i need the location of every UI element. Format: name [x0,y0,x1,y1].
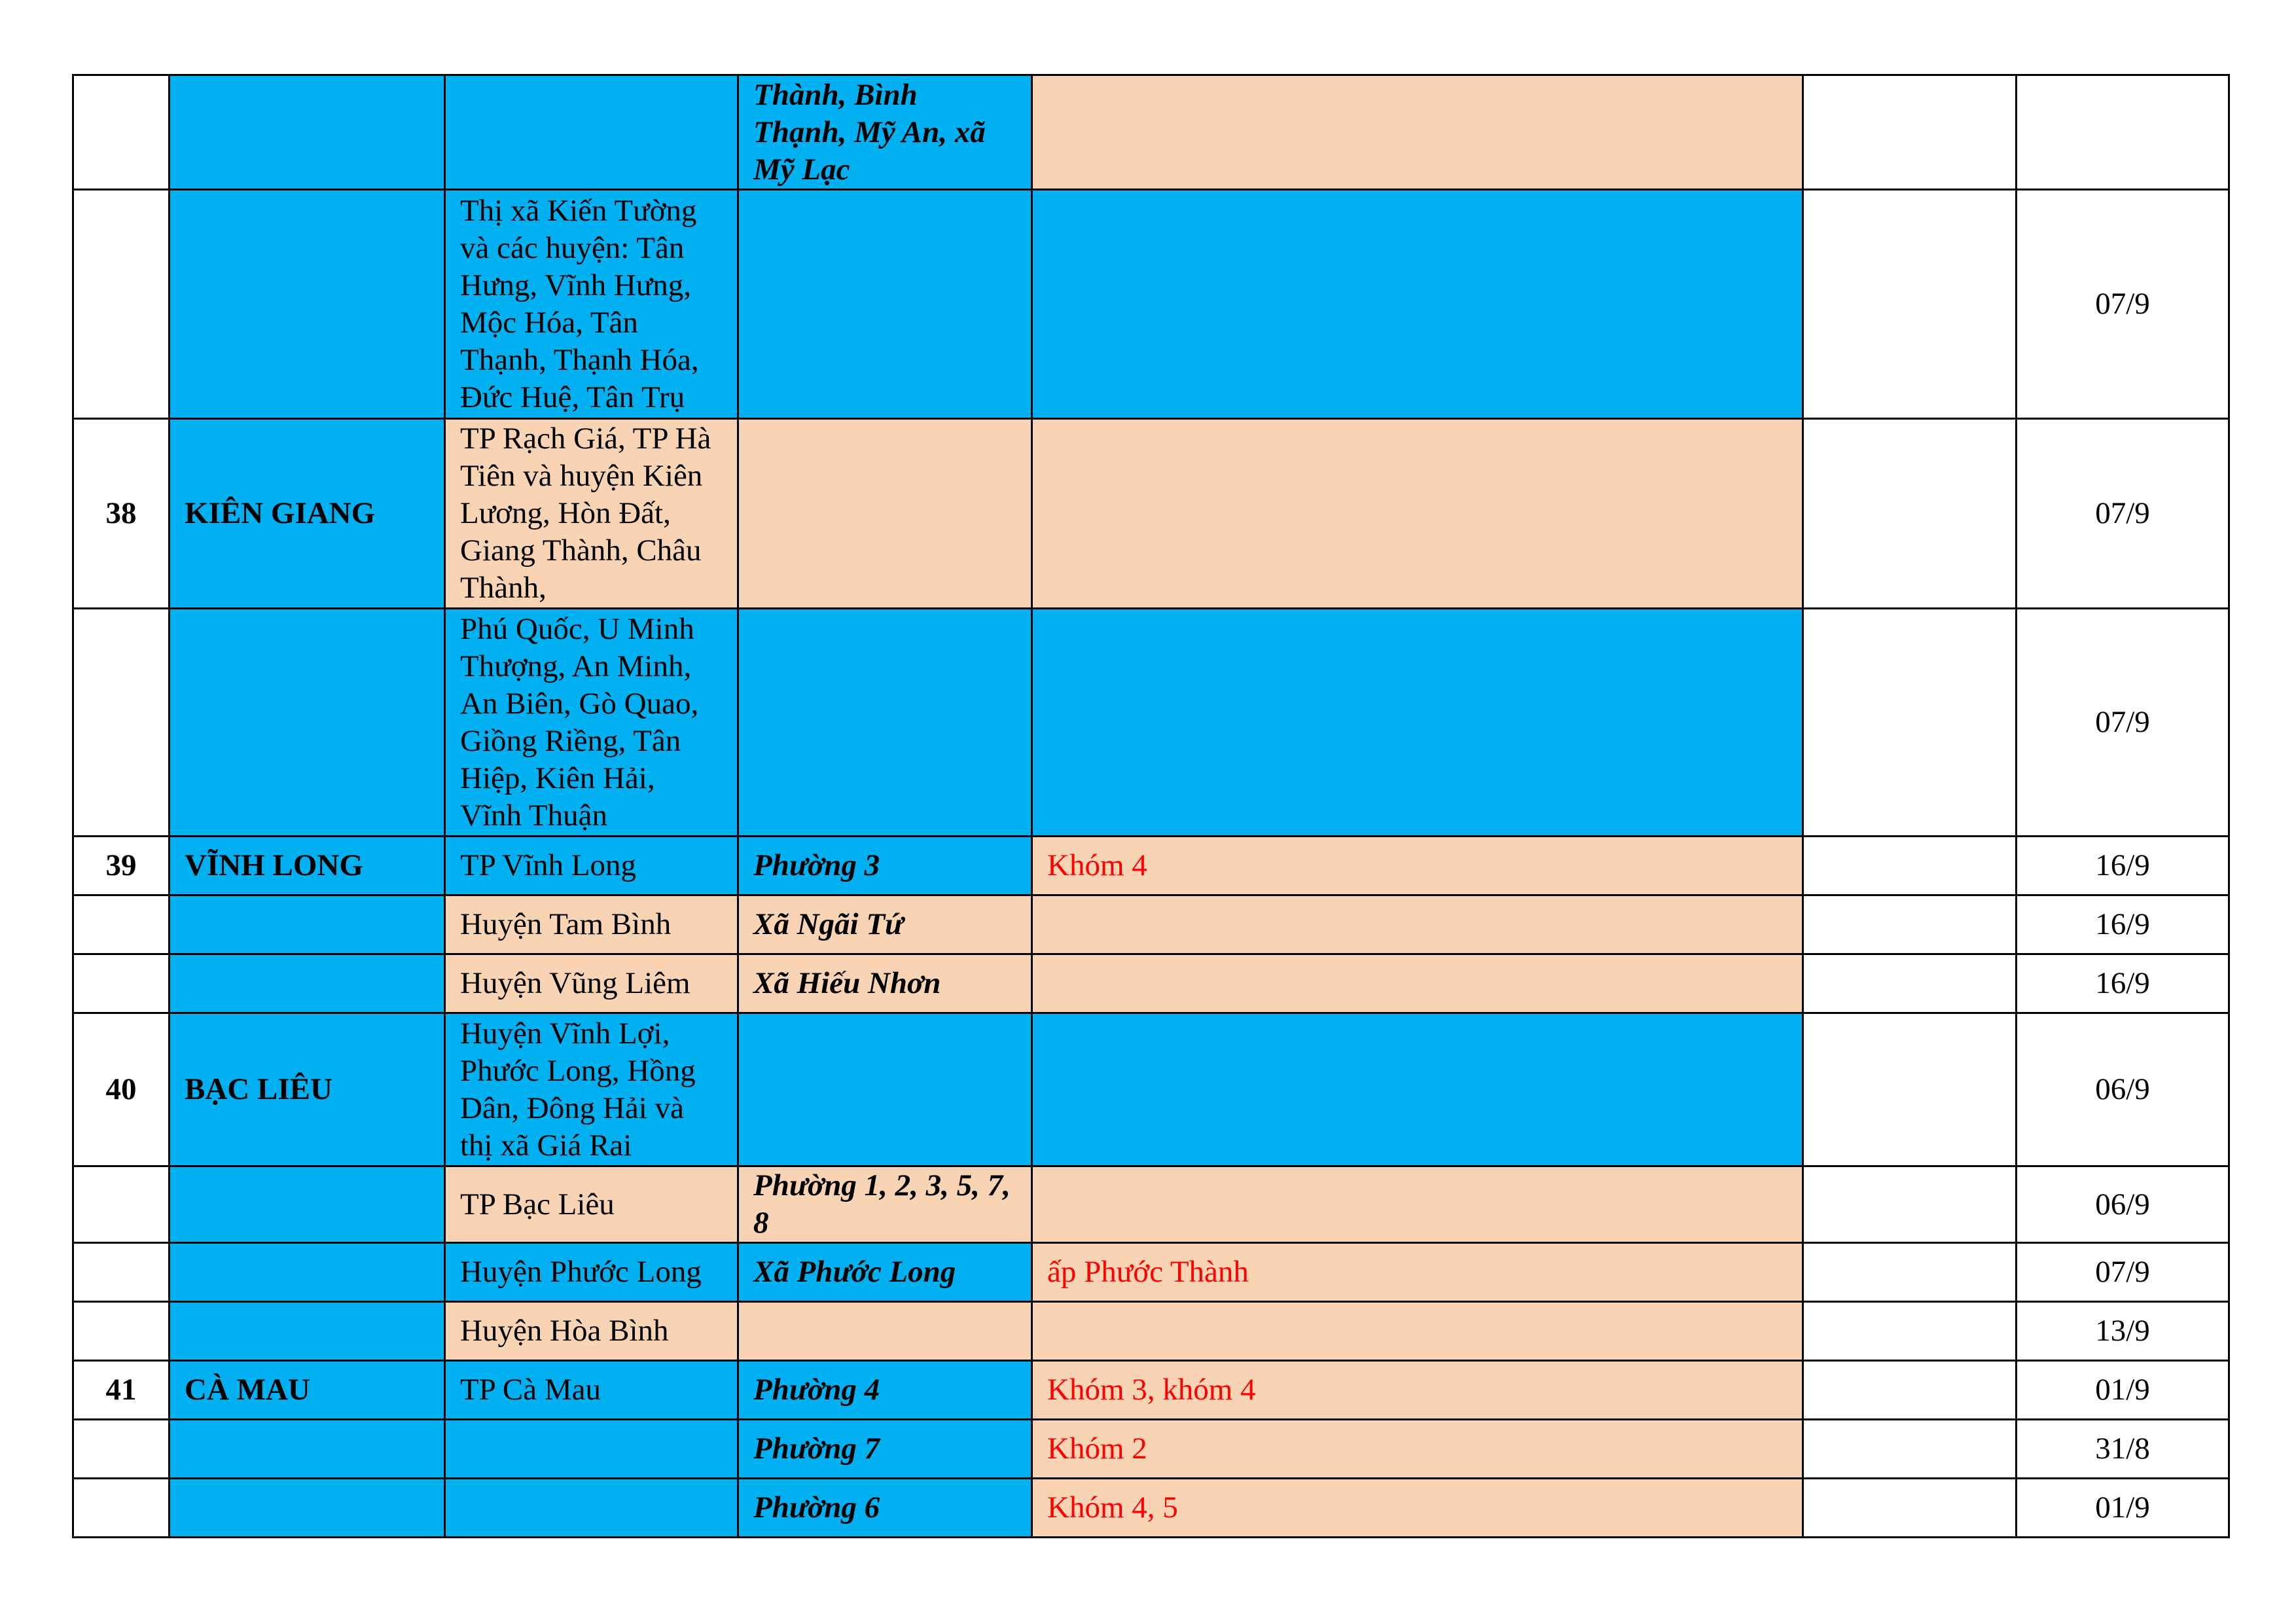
cell-ward: Xã Phước Long [738,1243,1032,1302]
cell-stt: 38 [73,419,170,609]
cell-province: VĨNH LONG [170,837,445,895]
cell-blank [1803,954,2017,1013]
cell-stt [73,1243,170,1302]
table-row [73,1166,2229,1243]
cell-date: 07/9 [2017,1243,2229,1302]
cell-district: Huyện Tam Bình [445,895,738,954]
cell-date: 01/9 [2017,1479,2229,1538]
cell-stt [73,609,170,837]
cell-blank [1803,837,2017,895]
cell-date: 31/8 [2017,1420,2229,1479]
cell-district: TP Cà Mau [445,1361,738,1420]
cell-area [1032,1166,1803,1243]
cell-ward: Phường 1, 2, 3, 5, 7, 8 [738,1166,1032,1243]
cell-province [170,190,445,419]
cell-province [170,1479,445,1538]
cell-stt: 40 [73,1013,170,1166]
cell-area [1032,1013,1803,1166]
cell-ward [738,190,1032,419]
cell-date: 16/9 [2017,895,2229,954]
cell-district [445,1479,738,1538]
table-row [73,954,2229,1013]
cell-area [1032,419,1803,609]
cell-stt: 39 [73,837,170,895]
cell-area [1032,1302,1803,1361]
cell-ward: Xã Ngãi Tứ [738,895,1032,954]
cell-district: Huyện Phước Long [445,1243,738,1302]
cell-area [1032,609,1803,837]
cell-district: TP Vĩnh Long [445,837,738,895]
cell-province: KIÊN GIANG [170,419,445,609]
cell-blank [1803,1302,2017,1361]
cell-ward: Phường 4 [738,1361,1032,1420]
cell-area: Khóm 2 [1032,1420,1803,1479]
cell-ward [738,609,1032,837]
cell-stt [73,954,170,1013]
table-row [73,1479,2229,1538]
cell-date: 16/9 [2017,837,2229,895]
cell-district: TP Bạc Liêu [445,1166,738,1243]
cell-province [170,895,445,954]
cell-district: Thị xã Kiến Tường và các huyện: Tân Hưng, Vĩnh Hưng, Mộc Hóa, Tân Thạnh, Thạnh Hóa, Đức Huệ, Tân Trụ [445,190,738,419]
table-row [73,1243,2229,1302]
outbreak-table [72,74,2230,1538]
cell-stt [73,75,170,190]
cell-province [170,75,445,190]
cell-province: BẠC LIÊU [170,1013,445,1166]
cell-blank [1803,1361,2017,1420]
cell-area: Khóm 4, 5 [1032,1479,1803,1538]
cell-date: 07/9 [2017,190,2229,419]
cell-blank [1803,1420,2017,1479]
cell-date: 01/9 [2017,1361,2229,1420]
cell-ward [738,1013,1032,1166]
table-row [73,1420,2229,1479]
cell-blank [1803,1479,2017,1538]
table-row [73,609,2229,837]
cell-area [1032,190,1803,419]
cell-date: 16/9 [2017,954,2229,1013]
cell-ward: Phường 7 [738,1420,1032,1479]
cell-blank [1803,190,2017,419]
cell-ward [738,419,1032,609]
cell-district [445,75,738,190]
cell-district [445,1420,738,1479]
cell-province: CÀ MAU [170,1361,445,1420]
cell-district: Phú Quốc, U Minh Thượng, An Minh, An Biên, Gò Quao, Giồng Riềng, Tân Hiệp, Kiên Hải, Vĩnh Thuận [445,609,738,837]
cell-stt [73,1166,170,1243]
table-row [73,895,2229,954]
table-row [73,1302,2229,1361]
cell-stt [73,1420,170,1479]
cell-province [170,1420,445,1479]
cell-date: 13/9 [2017,1302,2229,1361]
cell-stt [73,1479,170,1538]
cell-ward: Phường 3 [738,837,1032,895]
table-row [73,190,2229,419]
cell-district: Huyện Hòa Bình [445,1302,738,1361]
cell-blank [1803,1013,2017,1166]
cell-date: 07/9 [2017,419,2229,609]
cell-district: Huyện Vũng Liêm [445,954,738,1013]
cell-stt [73,1302,170,1361]
cell-area: Khóm 3, khóm 4 [1032,1361,1803,1420]
cell-province [170,1302,445,1361]
cell-district: Huyện Vĩnh Lợi, Phước Long, Hồng Dân, Đông Hải và thị xã Giá Rai [445,1013,738,1166]
cell-province [170,1166,445,1243]
cell-province [170,609,445,837]
cell-blank [1803,1243,2017,1302]
cell-ward: Phường 6 [738,1479,1032,1538]
cell-date: 06/9 [2017,1013,2229,1166]
cell-area [1032,895,1803,954]
cell-ward [738,1302,1032,1361]
cell-blank [1803,1166,2017,1243]
cell-date: 07/9 [2017,609,2229,837]
cell-area: Khóm 4 [1032,837,1803,895]
cell-ward: Thành, Bình Thạnh, Mỹ An, xã Mỹ Lạc [738,75,1032,190]
table-row [73,1013,2229,1166]
table-row [73,837,2229,895]
cell-blank [1803,419,2017,609]
table-row [73,419,2229,609]
cell-ward: Xã Hiếu Nhơn [738,954,1032,1013]
cell-area [1032,75,1803,190]
cell-area: ấp Phước Thành [1032,1243,1803,1302]
cell-blank [1803,609,2017,837]
cell-date [2017,75,2229,190]
cell-blank [1803,75,2017,190]
table-body [73,75,2229,1538]
cell-area [1032,954,1803,1013]
cell-province [170,954,445,1013]
table-row [73,75,2229,190]
cell-stt [73,190,170,419]
cell-province [170,1243,445,1302]
cell-district: TP Rạch Giá, TP Hà Tiên và huyện Kiên Lương, Hòn Đất, Giang Thành, Châu Thành, [445,419,738,609]
cell-date: 06/9 [2017,1166,2229,1243]
cell-stt: 41 [73,1361,170,1420]
cell-stt [73,895,170,954]
cell-blank [1803,895,2017,954]
table-row [73,1361,2229,1420]
